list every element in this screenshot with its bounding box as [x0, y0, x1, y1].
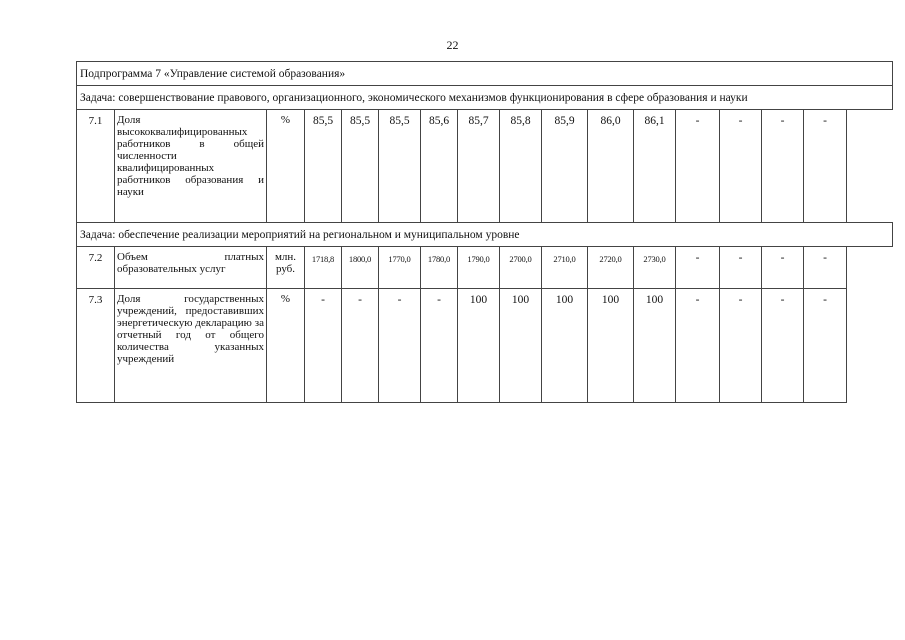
value-cell: 86,1	[634, 110, 676, 223]
indicator-name: Объем платных образовательных услуг	[115, 247, 267, 289]
value-cell: 1770,0	[379, 247, 421, 289]
value-cell: -	[762, 289, 804, 403]
table-row	[77, 110, 893, 223]
value-cell: 2730,0	[634, 247, 676, 289]
page-number: 22	[446, 38, 459, 52]
value-cell: 100	[458, 289, 500, 403]
value-cell: 85,5	[305, 110, 342, 223]
task-title: Задача: обеспечение реализации мероприятий на региональном и муниципальном уровне	[77, 223, 893, 247]
value-cell: 85,6	[421, 110, 458, 223]
value-cell: -	[720, 289, 762, 403]
table-row	[77, 289, 893, 403]
value-cell: 2710,0	[542, 247, 588, 289]
value-cell: -	[804, 110, 847, 223]
value-cell: 1800,0	[342, 247, 379, 289]
value-cell: 100	[634, 289, 676, 403]
indicators-table	[76, 61, 893, 403]
unit-cell: %	[267, 289, 305, 403]
value-cell: 85,5	[379, 110, 421, 223]
value-cell: 85,5	[342, 110, 379, 223]
task-row	[77, 86, 893, 110]
row-number: 7.2	[77, 247, 115, 289]
value-cell: -	[676, 247, 720, 289]
value-cell: -	[379, 289, 421, 403]
value-cell: 2720,0	[588, 247, 634, 289]
unit-cell: %	[267, 110, 305, 223]
value-cell: 100	[500, 289, 542, 403]
value-cell: 1718,8	[305, 247, 342, 289]
value-cell: -	[676, 289, 720, 403]
value-cell: 2700,0	[500, 247, 542, 289]
value-cell: -	[342, 289, 379, 403]
value-cell: 86,0	[588, 110, 634, 223]
value-cell: -	[762, 247, 804, 289]
value-cell: -	[720, 247, 762, 289]
value-cell: -	[720, 110, 762, 223]
value-cell: 1790,0	[458, 247, 500, 289]
value-cell: -	[421, 289, 458, 403]
task-row	[77, 223, 893, 247]
value-cell: 85,9	[542, 110, 588, 223]
value-cell: -	[804, 289, 847, 403]
row-number: 7.1	[77, 110, 115, 223]
value-cell: 85,7	[458, 110, 500, 223]
unit-cell: млн. руб.	[267, 247, 305, 289]
value-cell: -	[804, 247, 847, 289]
table-row	[77, 247, 893, 289]
value-cell: 1780,0	[421, 247, 458, 289]
row-number: 7.3	[77, 289, 115, 403]
value-cell: 85,8	[500, 110, 542, 223]
indicator-name: Доля высококвалифицированных работников в общей численности квалифицированных работников образования и науки	[115, 110, 267, 223]
value-cell: -	[676, 110, 720, 223]
value-cell: -	[762, 110, 804, 223]
indicator-name: Доля государственных учреждений, предоставивших энергетическую декларацию за отчетный год от общего количества указанных учреждений	[115, 289, 267, 403]
subprogram-title: Подпрограмма 7 «Управление системой образования»	[77, 62, 893, 86]
value-cell: 100	[542, 289, 588, 403]
value-cell: -	[305, 289, 342, 403]
subprogram-row	[77, 62, 893, 86]
value-cell: 100	[588, 289, 634, 403]
task-title: Задача: совершенствование правового, организационного, экономического механизмов функционирования в сфере образования и науки	[77, 86, 893, 110]
